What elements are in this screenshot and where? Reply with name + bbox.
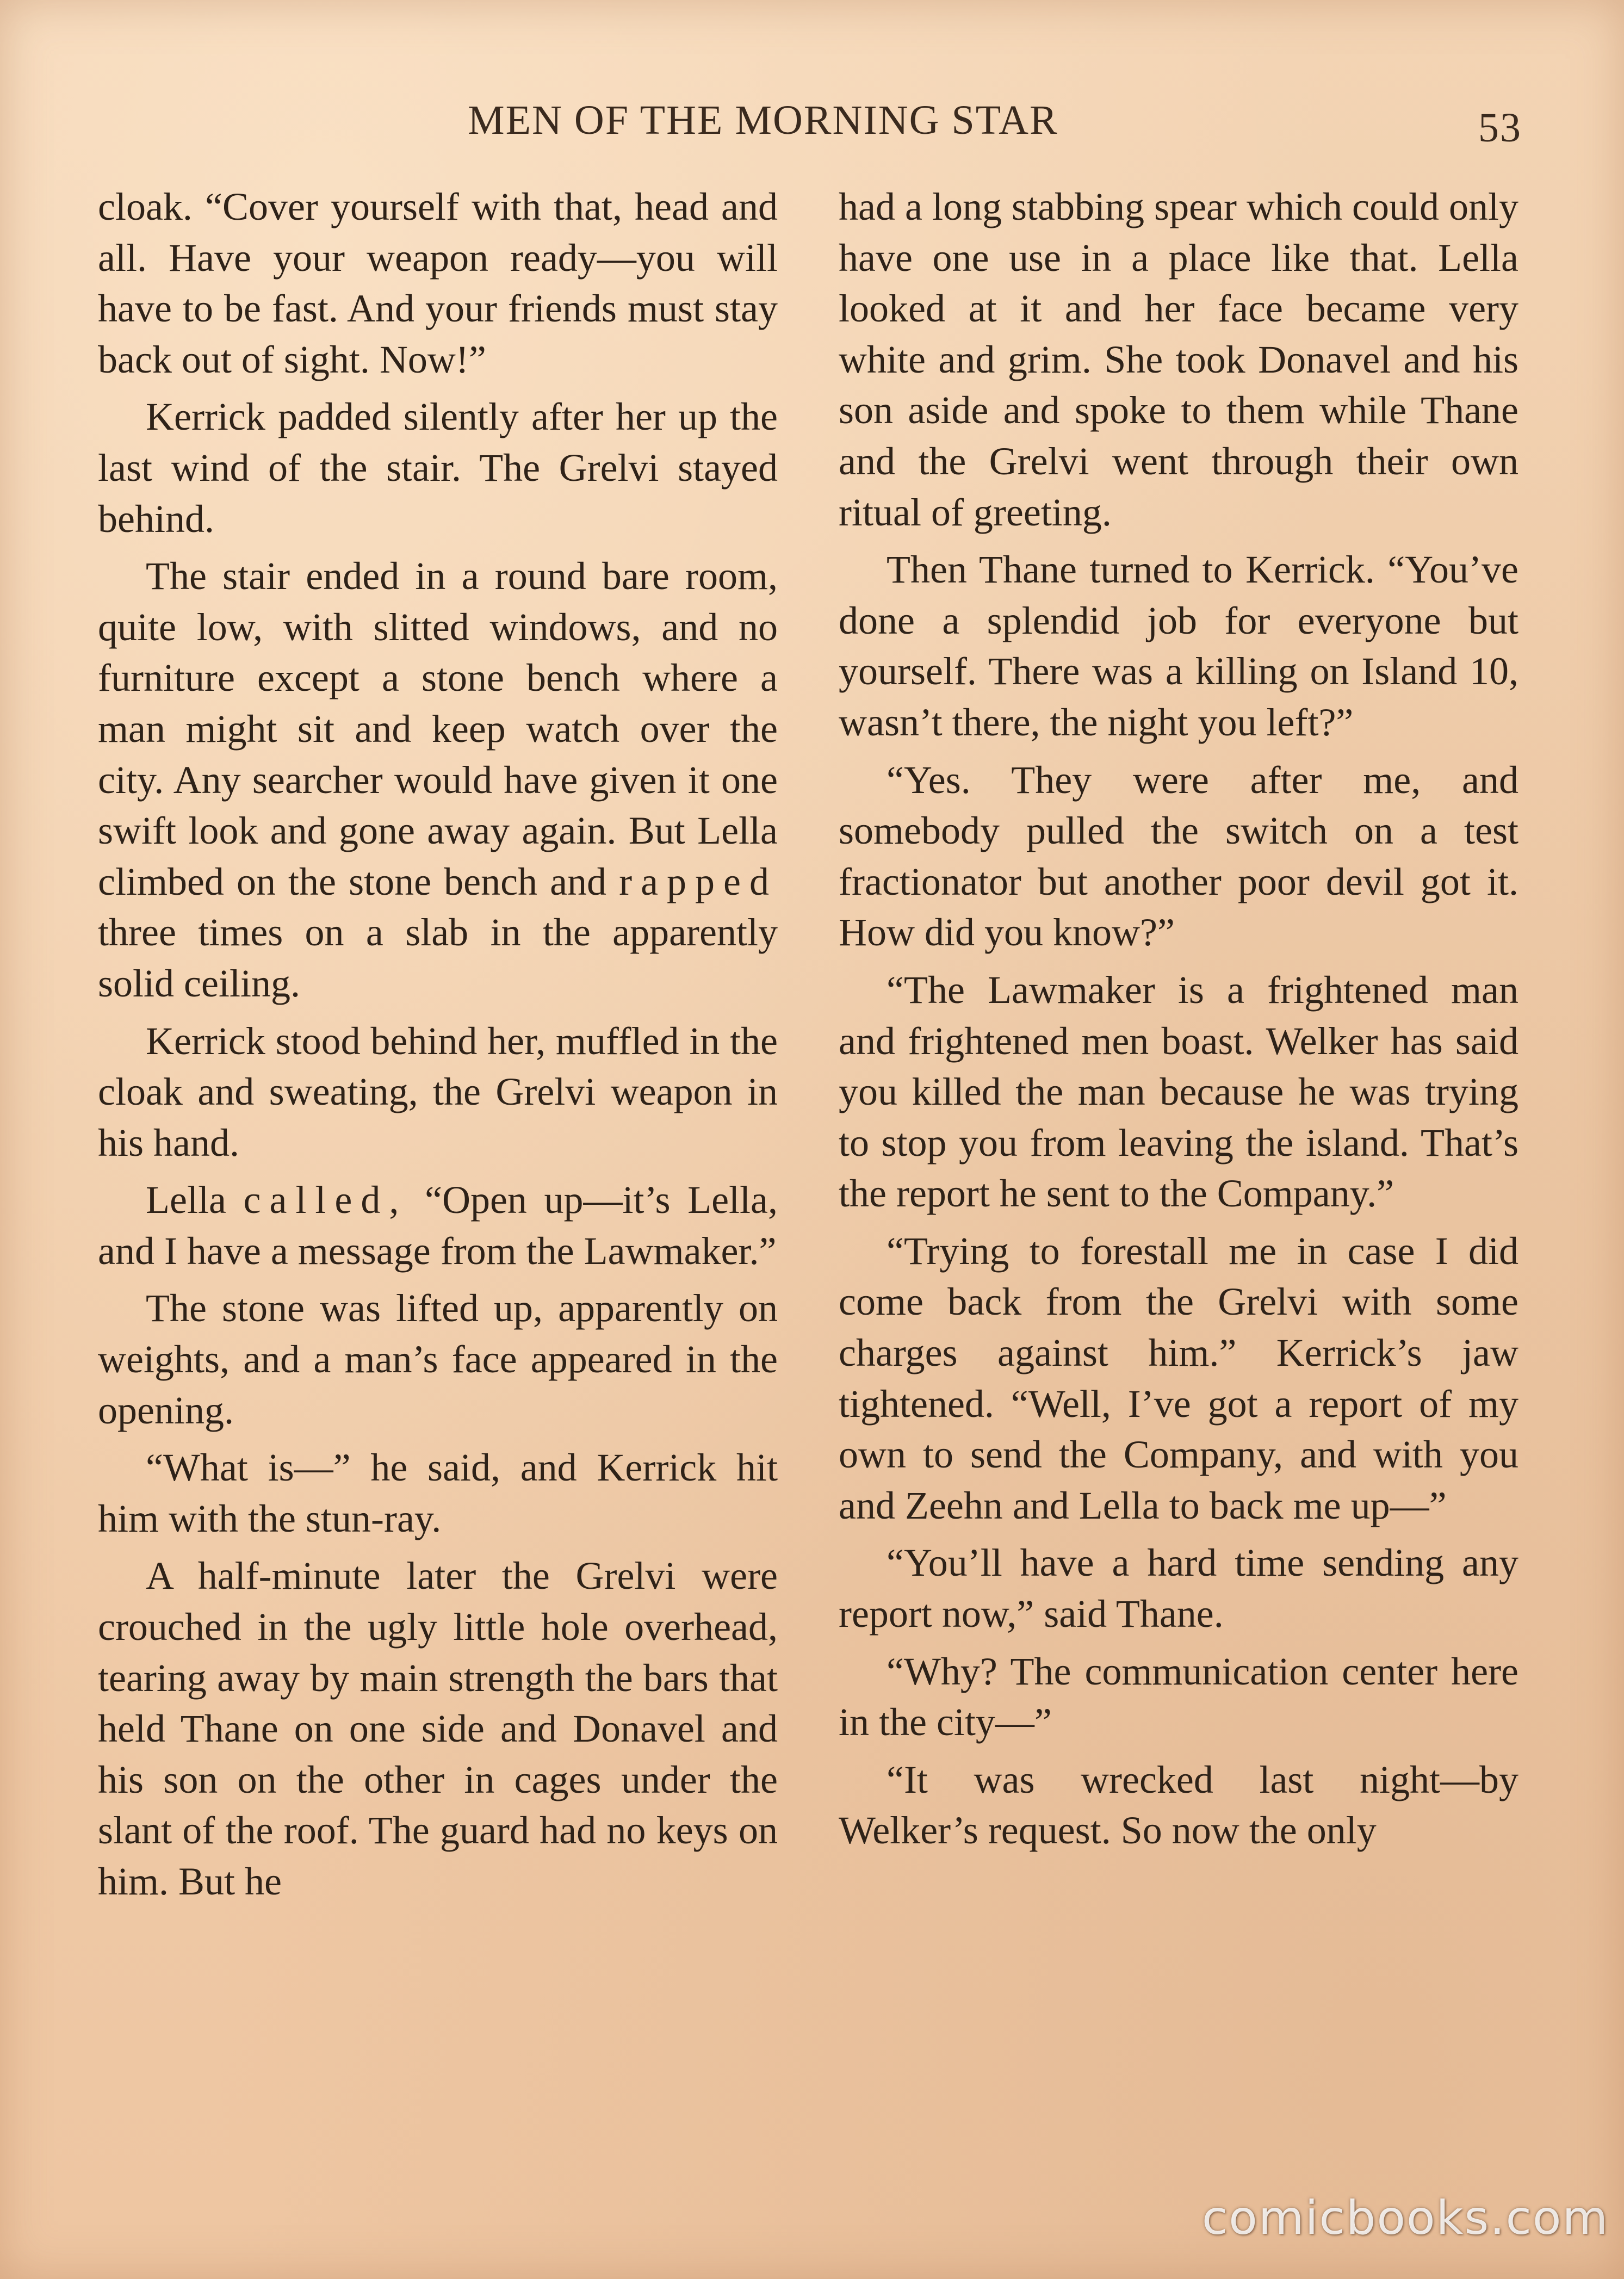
paragraph: cloak. “Cover yourself with that, head and all. Have your weapon ready—you will have to be fast. And your friends must stay back out of sight. Now!” bbox=[98, 185, 778, 381]
paragraph: “Yes. They were after me, and somebody pulled the switch on a test fractionator but another poor devil got it. How did you know?” bbox=[839, 758, 1518, 955]
paragraph-text: Lella bbox=[146, 1178, 226, 1222]
paragraph-text: “Open up—it’s Lella, and I have a message from the Lawmaker.” bbox=[98, 1178, 778, 1273]
right-column bbox=[839, 182, 1518, 1863]
paragraph: “Trying to forestall me in case I did come back from the Grelvi with some charges against him.” Kerrick’s jaw tightened. “Well, I’ve got a report of my own to send the Company, and with you and Zeehn and Lella to back me up—” bbox=[839, 1229, 1518, 1527]
paragraph: “The Lawmaker is a frightened man and frightened men boast. Welker has said you killed the man because he was trying to stop you from leaving the island. That’s the report he sent to the Company.” bbox=[839, 968, 1518, 1216]
watermark: comicbooks.com bbox=[1202, 2191, 1609, 2245]
paragraph-text: The stair ended in a round bare room, quite low, with slitted windows, and no furniture except a stone bench where a man might sit and keep watch over the city. Any searcher would have given it one swift look and gone away again. But Lella climbed on the stone bench and bbox=[98, 554, 778, 903]
paragraph: “Why? The communication center here in the city—” bbox=[839, 1649, 1518, 1744]
paragraph: The stone was lifted up, apparently on weights, and a man’s face appeared in the opening. bbox=[98, 1286, 778, 1432]
paragraph: A half-minute later the Grelvi were crouched in the ugly little hole overhead, tearing away by main strength the bars that held Thane on one side and Donavel and his son on the other in cages under the slant of the roof. The guard had no keys on him. But he bbox=[98, 1554, 778, 1903]
paragraph: Kerrick padded silently after her up the last wind of the stair. The Grelvi stayed behind. bbox=[98, 395, 778, 541]
paragraph: “What is—” he said, and Kerrick hit him with the stun-ray. bbox=[98, 1446, 778, 1540]
letterspaced-word: called, bbox=[243, 1178, 408, 1222]
page-number: 53 bbox=[1478, 105, 1522, 151]
paragraph: Kerrick stood behind her, muffled in the cloak and sweating, the Grelvi weapon in his hand. bbox=[98, 1019, 778, 1165]
paragraph bbox=[98, 551, 778, 1009]
running-title: MEN OF THE MORNING STAR bbox=[468, 97, 1058, 143]
left-column bbox=[98, 182, 778, 1914]
letterspaced-word: rapped bbox=[619, 859, 778, 903]
paragraph: “You’ll have a hard time sending any report now,” said Thane. bbox=[839, 1541, 1518, 1636]
paragraph: “It was wrecked last night—by Welker’s request. So now the only bbox=[839, 1757, 1518, 1853]
paragraph bbox=[98, 1175, 778, 1277]
paragraph: Then Thane turned to Kerrick. “You’ve done a splendid job for everyone but yourself. There was a killing on Island 10, wasn’t there, the night you left?” bbox=[839, 548, 1518, 744]
paragraph: had a long stabbing spear which could only have one use in a place like that. Lella looked at it and her face became very white and grim. She took Donavel and his son aside and spoke to them while Thane and the Grelvi went through their own ritual of greeting. bbox=[839, 185, 1518, 534]
paragraph-text: three times on a slab in the apparently solid ceiling. bbox=[98, 911, 778, 1005]
